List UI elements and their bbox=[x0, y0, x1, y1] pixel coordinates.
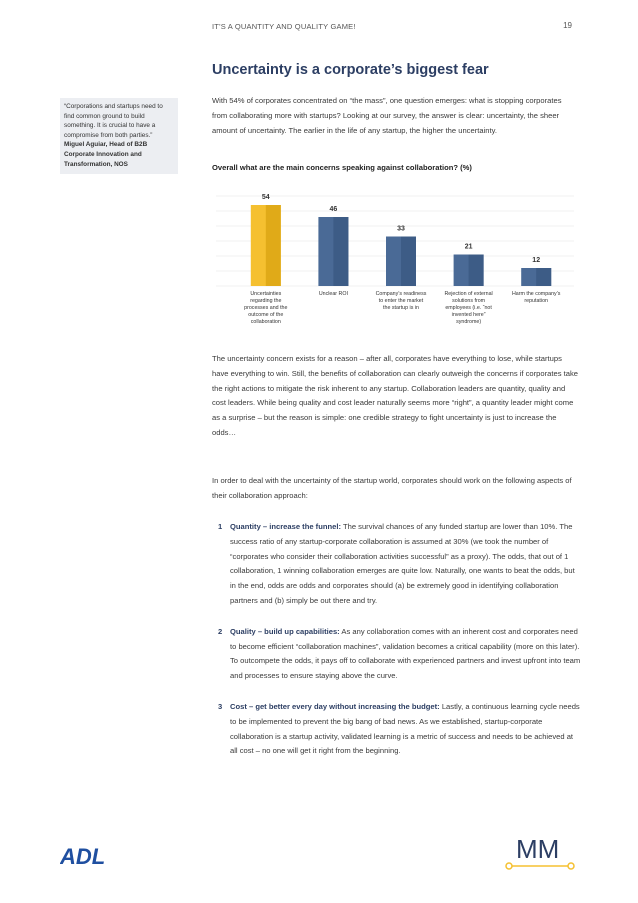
chart-bar-shade bbox=[333, 217, 348, 286]
chart-value-label: 21 bbox=[464, 243, 473, 251]
list-text: Lastly, a continuous learning cycle needs to be implemented to prevent the big bang of bad news. As we established, startup-corporate collaboration is a startup activity, validated learning is a metric of success and needs to be achieved at all cost – no one will get it right from the beginning. bbox=[230, 701, 580, 756]
bar-chart bbox=[212, 176, 578, 331]
mm-logo-dot-left bbox=[506, 863, 512, 869]
chart-category-label: Uncertainties regarding the processes and the outcome of the collaboration bbox=[244, 291, 288, 325]
list-number: 2 bbox=[218, 626, 223, 636]
chart-category-label: Company’s readiness to enter the market the startup is in bbox=[375, 291, 427, 311]
chart-value-label: 46 bbox=[329, 206, 338, 213]
list-text: The survival chances of any funded startup are lower than 10%. The success ratio of any startup-corporate collaboration is assumed at 30% (we took the number of “corporates who consider their collaboration activities successful” as a proxy). The odds, that out of 1 collaboration, 1 winning collaboration emerges are quite low. Naturally, one wants to beat the odds, but in the end, odds are odds and corporates should (a) be extremely good in identifying collaboration partners and (b) simply be out there and try. bbox=[230, 522, 575, 605]
mm-logo bbox=[503, 828, 577, 874]
list-item bbox=[212, 625, 582, 684]
chart-value-label: 54 bbox=[261, 194, 270, 201]
chart-value-label: 12 bbox=[532, 257, 541, 264]
quote-author: Miguel Aguiar, Head of B2B Corporate Innovation and Transformation, NOS bbox=[64, 141, 148, 168]
adl-logo bbox=[60, 845, 122, 867]
chart-bar-shade bbox=[266, 205, 281, 286]
list-lead: Quality – build up capabilities: bbox=[230, 626, 340, 636]
list-number: 1 bbox=[218, 522, 223, 531]
quote-text: “Corporations and startups need to find common ground to build something. It is crucial to have a compromise from both parties.” bbox=[64, 103, 163, 139]
body-paragraph-1: The uncertainty concern exists for a reason – after all, corporates have everything to lose, while startups have everything to win. Still, the benefits of collaboration can clearly outweigh the concerns if corporates take the right actions to mitigate the risk inherent to any startup. Collaboration leaders are quantity, quality and cost leaders. While being quality and cost leader naturally seems more “right”, a quantity leader might come as a surprise – but the reason is simple: one credible strategy to fight uncertainty is just to increase the odds… bbox=[212, 354, 578, 437]
list-lead: Quantity – increase the funnel: bbox=[230, 522, 341, 531]
chart-category-label: Harm the company’s reputation bbox=[511, 291, 561, 304]
chart-category-label: Unclear ROI bbox=[318, 291, 348, 297]
aspects-list bbox=[212, 520, 582, 775]
list-item bbox=[212, 700, 582, 759]
chart-value-label: 33 bbox=[397, 225, 405, 233]
chart-category-label: Rejection of external solutions from employees (i.e. “not invented here” syndrome) bbox=[444, 291, 493, 325]
chart-bar-shade bbox=[536, 268, 551, 286]
intro-paragraph: With 54% of corporates concentrated on “the mass”, one question emerges: what is stopping corporates from collaborating more with startups? Looking at our survey, the answer is clear: uncertainty, the sheer amount of uncertainty. The earlier in the life of any startup, the higher the uncertainty. bbox=[212, 96, 562, 135]
page-title: Uncertainty is a corporate’s biggest fear bbox=[212, 62, 489, 78]
page-number: 19 bbox=[563, 21, 572, 30]
body-paragraph-2: In order to deal with the uncertainty of the startup world, corporates should work on the following aspects of their collaboration approach: bbox=[212, 476, 572, 500]
adl-logo-text: ADL bbox=[60, 845, 106, 867]
list-number: 3 bbox=[218, 701, 223, 711]
mm-logo-dot-right bbox=[568, 863, 574, 869]
list-text: As any collaboration comes with an inherent cost and corporates need to become efficient “collaboration machines”, validation becomes a critical capability (more on this later). To outcompete the odds, it pays off to collaborate with experienced partners and invest upfront into team and processes to ensure staying above the curve. bbox=[230, 626, 581, 681]
list-lead: Cost – get better every day without increasing the budget: bbox=[230, 701, 440, 711]
mm-logo-text: MM bbox=[516, 834, 560, 864]
chart-title: Overall what are the main concerns speaking against collaboration? (%) bbox=[212, 163, 472, 172]
running-header: IT'S A QUANTITY AND QUALITY GAME! bbox=[212, 22, 356, 31]
list-item bbox=[212, 520, 582, 609]
pull-quote bbox=[60, 98, 178, 174]
chart-bar-shade bbox=[469, 255, 484, 287]
chart-bar-shade bbox=[401, 237, 416, 287]
